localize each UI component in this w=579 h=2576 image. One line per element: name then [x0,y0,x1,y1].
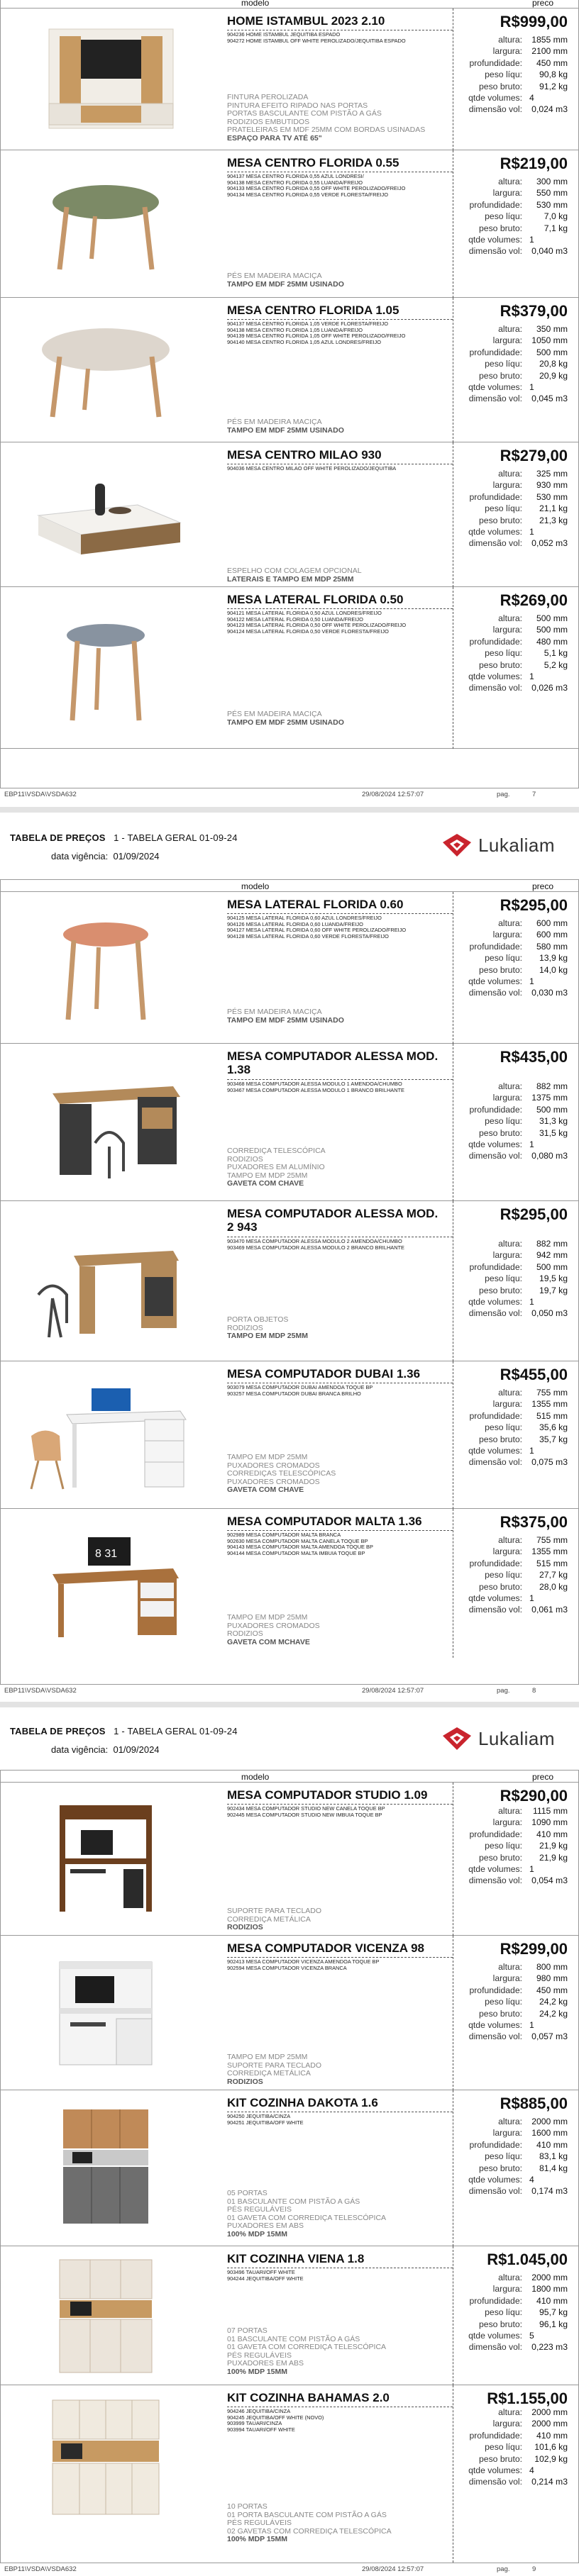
product-highlight: GAVETA COM CHAVE [227,1179,304,1188]
product-codes: 904137 MESA CENTRO FLORIDA 1,05 VERDE FLORESTA/FREIJO 904138 MESA CENTRO FLORIDA 1,05 LUANDA/FREIJO 904139 MESA CENTRO FLORIDA 1,05 OFF WHITE PEROLIZADO/FREIJO 904140 MESA CENTRO FLORIDA 1,05 AZUL LONDRES/FREIJO [227,320,406,345]
product-codes: 904250 JEQUITIBA/CINZA 904251 JEQUITIBA/OFF WHITE [227,2113,304,2126]
brand-logo: Lukaliam [441,831,555,859]
product-features: TAMPO EM MDP 25MM PUXADORES CROMADOS RODIZIOS GAVETA COM MCHAVE [227,1614,447,1646]
product-name: MESA CENTRO FLORIDA 1.05 [227,303,399,317]
document-header [10,1716,570,1773]
product-specs: altura: 500 mm largura: 500 mm profundidade: 480 mm peso líqu: 5,1 kg peso bruto: 5,2 kg qtde volumes: 1 dimensão vol: 0,026 m3 [468,613,568,693]
product-features: PÉS EM MADEIRA MACIÇA TAMPO EM MDF 25MM USINADO [227,710,447,727]
product-price: R$295,00 [500,1205,568,1223]
product-features: PÉS EM MADEIRA MACIÇA TAMPO EM MDF 25MM USINADO [227,1008,447,1025]
product-highlight: 100% MDP 15MM [227,2367,288,2376]
product-name: KIT COZINHA DAKOTA 1.6 [227,2096,378,2109]
product-features: TAMPO EM MDP 25MM SUPORTE PARA TECLADO CORREDIÇA METÁLICA RODIZIOS [227,2053,447,2086]
product-codes: 904236 HOME ISTAMBUL JEQUITIBA ESPADO 904272 HOME ISTAMBUL OFF WHITE PEROLIZADO/JEQUITIBA ESPADO [227,31,406,44]
vigencia: data vigência: 01/09/2024 [51,1744,160,1755]
product-features: ESPELHO COM COLAGEM OPCIONAL LATERAIS E TAMPO EM MDP 25MM [227,567,447,584]
product-specs: altura: 2000 mm largura: 1600 mm profundidade: 410 mm peso líqu: 83,1 kg peso bruto: 81,4 kg qtde volumes: 4 dimensão vol: 0,174 m3 [468,2117,568,2197]
product-highlight: TAMPO EM MDF 25MM USINADO [227,279,344,289]
product-specs: altura: 2000 mm largura: 1800 mm profundidade: 410 mm peso líqu: 95,7 kg peso bruto: 96,1 kg qtde volumes: 5 dimensão vol: 0,223 m3 [468,2273,568,2353]
product-specs: altura: 800 mm largura: 980 mm profundidade: 450 mm peso líqu: 24,2 kg peso bruto: 24,2 kg qtde volumes: 1 dimensão vol: 0,057 m3 [468,1962,568,2042]
product-image-mesa-computador-malta [10,1524,202,1645]
product-price: R$885,00 [500,2095,568,2112]
product-image-mesa-computador-alessa-138 [10,1065,202,1186]
product-image-mesa-centro-florida-055 [10,163,202,284]
product-specs: altura: 1855 mm largura: 2100 mm profundidade: 450 mm peso líqu: 90,8 kg peso bruto: 91,2 kg qtde volumes: 4 dimensão vol: 0,024 m3 [468,35,568,115]
product-features: 10 PORTAS 01 PORTA BASCULANTE COM PISTÃO A GÁS PÉS REGULÁVEIS 02 GAVETAS COM CORREDIÇA TELESCÓPICA 100% MDP 15MM [227,2503,447,2544]
product-price: R$1.045,00 [487,2251,568,2268]
product-features: PÉS EM MADEIRA MACIÇA TAMPO EM MDF 25MM USINADO [227,418,447,435]
product-row [0,1783,579,1936]
product-specs: altura: 325 mm largura: 930 mm profundidade: 530 mm peso líqu: 21,1 kg peso bruto: 21,3 kg qtde volumes: 1 dimensão vol: 0,052 m3 [468,469,568,549]
product-row [0,9,579,150]
vigencia: data vigência: 01/09/2024 [51,851,160,862]
document-title: TABELA DE PREÇOS 1 - TABELA GERAL 01-09-24 [10,1726,238,1736]
product-row [0,2246,579,2385]
product-features: PORTA OBJETOS RODIZIOS TAMPO EM MDP 25MM [227,1315,308,1341]
product-codes: 903468 MESA COMPUTADOR ALESSA MODULO 1 AMENDOA/CHUMBO 903467 MESA COMPUTADOR ALESSA MODULO 1 BRANCO BRILHANTE [227,1081,404,1093]
product-name: MESA COMPUTADOR ALESSA MOD. 2 943 [227,1207,439,1234]
product-price: R$379,00 [500,302,568,320]
product-highlight: GAVETA COM CHAVE [227,1485,304,1495]
product-price: R$375,00 [500,1513,568,1531]
product-price: R$295,00 [500,896,568,914]
product-name: MESA COMPUTADOR DUBAI 1.36 [227,1367,421,1381]
product-name: MESA COMPUTADOR ALESSA MOD. 1.38 [227,1049,439,1076]
product-features: PÉS EM MADEIRA MACIÇA TAMPO EM MDF 25MM USINADO [227,272,447,289]
product-specs: altura: 1115 mm largura: 1090 mm profundidade: 410 mm peso líqu: 21,9 kg peso bruto: 21,9 kg qtde volumes: 1 dimensão vol: 0,054 m3 [468,1806,568,1886]
product-features: 07 PORTAS 01 BASCULANTE COM PISTÃO A GÁS 01 GAVETA COM CORREDIÇA TELESCÓPICA PÉS REGULÁVEIS PUXADORES EM ABS 100% MDP 15MM [227,2327,447,2377]
product-name: MESA LATERAL FLORIDA 0.50 [227,593,404,606]
product-price: R$435,00 [500,1048,568,1066]
product-row [0,1201,579,1361]
product-image-mesa-computador-alessa-943 [10,1224,202,1344]
col-preco: preco [531,881,553,891]
brand-logo: Lukaliam [441,1724,555,1753]
product-name: MESA COMPUTADOR VICENZA 98 [227,1941,425,1955]
product-row [0,1509,579,1684]
lukaliam-diamond-icon [441,1726,473,1751]
product-name: MESA LATERAL FLORIDA 0.60 [227,898,404,911]
product-name: KIT COZINHA BAHAMAS 2.0 [227,2391,390,2404]
product-row [0,298,579,442]
col-preco: preco [531,0,553,8]
col-modelo: modelo [241,1772,270,1782]
product-row [0,1361,579,1509]
product-highlight: RODIZIOS [227,2077,263,2086]
column-header [0,879,579,892]
product-name: MESA COMPUTADOR STUDIO 1.09 [227,1788,428,1802]
page-footer: EBP11\VSDA\VSDA632 29/08/2024 12:57:07 pag. 7 [0,788,579,799]
product-price: R$269,00 [500,591,568,609]
product-image-kit-cozinha-viena [10,2256,202,2377]
product-features: CORREDIÇA TELESCÓPICA RODIZIOS PUXADORES EM ALUMÍNIO TAMPO EM MDP 25MM GAVETA COM CHAVE [227,1147,447,1188]
product-image-mesa-centro-milao [10,455,202,576]
product-specs: altura: 2000 mm largura: 2000 mm profundidade: 410 mm peso líqu: 101,6 kg peso bruto: 102,9 kg qtde volumes: 4 dimensão vol: 0,214 m3 [468,2407,568,2487]
col-modelo: modelo [241,0,270,8]
product-row [0,1044,579,1201]
product-name: KIT COZINHA VIENA 1.8 [227,2252,365,2265]
product-highlight: 100% MDP 15MM [227,2229,288,2238]
product-image-kit-cozinha-bahamas [10,2397,202,2517]
svg-text:8 31: 8 31 [95,1548,118,1560]
document-header [10,823,570,879]
product-specs: altura: 755 mm largura: 1355 mm profundidade: 515 mm peso líqu: 27,7 kg peso bruto: 28,0 kg qtde volumes: 1 dimensão vol: 0,061 m3 [468,1535,568,1615]
product-highlight: TAMPO EM MDF 25MM USINADO [227,718,344,727]
product-highlight: RODIZIOS [227,1923,263,1932]
product-image-mesa-lateral-florida-060 [10,906,202,1027]
product-image-mesa-lateral-florida-050 [10,607,202,727]
product-row [0,587,579,749]
product-features: FINTURA PEROLIZADA PINTURA EFEITO RIPADO NAS PORTAS PORTAS BASCULANTE COM PISTÃO A GÁS RODIZIOS EMBUTIDOS PRATELEIRAS EM MDF 25MM COM BORDAS USINADAS ESPAÇO PARA TV ATÉ 65" [227,94,447,143]
page-footer: EBP11\VSDA\VSDA632 29/08/2024 12:57:07 pag. 8 [0,1684,579,1695]
product-codes: 904246 JEQUITIBA/CINZA 904245 JEQUITIBA/OFF WHITE (NOVO) 903999 TAUARI/CINZA 903994 TAUARI/OFF WHITE [227,2408,324,2433]
product-features: 05 PORTAS 01 BASCULANTE COM PISTÃO A GÁS PÉS REGULÁVEIS 01 GAVETA COM CORREDIÇA TELESCÓPICA PUXADORES EM ABS 100% MDP 15MM [227,2190,447,2239]
product-image-mesa-centro-florida-105 [10,311,202,431]
product-features: SUPORTE PARA TECLADO CORREDIÇA METÁLICA RODIZIOS [227,1907,447,1932]
product-price: R$999,00 [500,13,568,30]
product-specs: altura: 755 mm largura: 1355 mm profundidade: 515 mm peso líqu: 35,6 kg peso bruto: 35,7 kg qtde volumes: 1 dimensão vol: 0,075 m3 [468,1388,568,1468]
product-image-mesa-computador-dubai [10,1376,202,1496]
product-row [0,1936,579,2090]
product-specs: altura: 350 mm largura: 1050 mm profundidade: 500 mm peso líqu: 20,8 kg peso bruto: 20,9 kg qtde volumes: 1 dimensão vol: 0,045 m3 [468,324,568,404]
col-modelo: modelo [241,881,270,891]
product-price: R$455,00 [500,1366,568,1383]
page-footer: EBP11\VSDA\VSDA632 29/08/2024 12:57:07 pag. 9 [0,2563,579,2574]
product-codes: 903496 TAUARI/OFF WHITE 904244 JEQUITIBA/OFF WHITE [227,2269,304,2282]
product-price: R$290,00 [500,1787,568,1805]
product-highlight: ESPAÇO PARA TV ATÉ 65" [227,133,322,143]
product-image-mesa-computador-vicenza [10,1951,202,2072]
product-row [0,2385,579,2563]
product-image-mesa-computador-studio [10,1798,202,1919]
product-price: R$299,00 [500,1940,568,1958]
product-highlight: 100% MDP 15MM [227,2535,288,2544]
product-image-home-istambul [10,18,202,139]
product-codes: 902989 MESA COMPUTADOR MALTA BRANCA 902630 MESA COMPUTADOR MALTA CANELA TOQUE BP 904143 MESA COMPUTADOR MALTA AMENDOA TOQUE BP 904144 MESA COMPUTADOR MALTA IMBUIA TOQUE BP [227,1532,373,1556]
product-codes: 904121 MESA LATERAL FLORIDA 0,50 AZUL LONDRES/FREIJO 904122 MESA LATERAL FLORIDA 0,50 LUANDA/FREIJO 904123 MESA LATERAL FLORIDA 0,50 OFF WHITE PEROLIZADO/FREIJO 904124 MESA LATERAL FLORIDA 0,50 VERDE FLORESTA/FREIJO [227,610,407,635]
product-features: TAMPO EM MDP 25MM PUXADORES CROMADOS CORREDIÇAS TELESCÓPICAS PUXADORES CROMADOS GAVETA COM CHAVE [227,1454,447,1495]
product-name: MESA CENTRO MILAO 930 [227,448,382,462]
product-codes: 903079 MESA COMPUTADOR DUBAI AMENDOA TOQUE BP 903257 MESA COMPUTADOR DUBAI BRANCA BRILHO [227,1384,373,1397]
document-title: TABELA DE PREÇOS 1 - TABELA GERAL 01-09-24 [10,832,238,843]
product-codes: 902413 MESA COMPUTADOR VICENZA AMENDOA TOQUE BP 902594 MESA COMPUTADOR VICENZA BRANCA [227,1958,380,1971]
product-specs: altura: 882 mm largura: 942 mm profundidade: 500 mm peso líqu: 19,5 kg peso bruto: 19,7 kg qtde volumes: 1 dimensão vol: 0,050 m3 [468,1239,568,1319]
product-row [0,2090,579,2246]
product-highlight: TAMPO EM MDF 25MM USINADO [227,1015,344,1025]
column-header [0,1770,579,1783]
product-highlight: TAMPO EM MDF 25MM USINADO [227,425,344,435]
col-preco: preco [531,1772,553,1782]
product-highlight: LATERAIS E TAMPO EM MDP 25MM [227,574,354,584]
product-highlight: GAVETA COM MCHAVE [227,1637,310,1646]
product-row [0,442,579,587]
product-name: HOME ISTAMBUL 2023 2.10 [227,14,385,28]
product-specs: altura: 300 mm largura: 550 mm profundidade: 530 mm peso líqu: 7,0 kg peso bruto: 7,1 kg qtde volumes: 1 dimensão vol: 0,040 m3 [468,177,568,257]
product-image-kit-cozinha-dakota [10,2106,202,2226]
product-specs: altura: 882 mm largura: 1375 mm profundidade: 500 mm peso líqu: 31,3 kg peso bruto: 31,5 kg qtde volumes: 1 dimensão vol: 0,080 m3 [468,1081,568,1161]
product-price: R$1.155,00 [487,2390,568,2407]
product-specs: altura: 600 mm largura: 600 mm profundidade: 580 mm peso líqu: 13,9 kg peso bruto: 14,0 kg qtde volumes: 1 dimensão vol: 0,030 m3 [468,918,568,998]
product-name: MESA CENTRO FLORIDA 0.55 [227,156,399,169]
product-codes: 902434 MESA COMPUTADOR STUDIO NEW CANELA TOQUE BP 902445 MESA COMPUTADOR STUDIO NEW IMBUIA TOQUE BP [227,1805,385,1818]
product-codes: 904125 MESA LATERAL FLORIDA 0,60 AZUL LONDRES/FREIJO 904126 MESA LATERAL FLORIDA 0,60 LUANDA/FREIJO 904127 MESA LATERAL FLORIDA 0,60 OFF WHITE PEROLIZADO/FREIJO 904128 MESA LATERAL FLORIDA 0,60 VERDE FLORESTA/FREIJO [227,915,407,939]
product-codes: 904036 MESA CENTRO MILAO OFF WHITE PEROLIZADO/JEQUITIBA [227,465,397,472]
product-name: MESA COMPUTADOR MALTA 1.36 [227,1515,422,1528]
product-row [0,892,579,1044]
product-row [0,150,579,298]
product-codes: 904137 MESA CENTRO FLORIDA 0,55 AZUL LONDRESI/ 904138 MESA CENTRO FLORIDA 0,55 LUANDA/FREIJO 904133 MESA CENTRO FLORIDA 0,55 OFF WHITE PEROLIZADO/FREIJO 904134 MESA CENTRO FLORIDA 0,55 VERDE FLORESTA/FREIJO [227,173,406,198]
product-price: R$219,00 [500,155,568,172]
product-price: R$279,00 [500,447,568,464]
lukaliam-diamond-icon [441,832,473,858]
column-header [0,0,579,9]
product-codes: 903470 MESA COMPUTADOR ALESSA MODULO 2 AMENDOA/CHUMBO 903469 MESA COMPUTADOR ALESSA MODULO 2 BRANCO BRILHANTE [227,1238,404,1251]
